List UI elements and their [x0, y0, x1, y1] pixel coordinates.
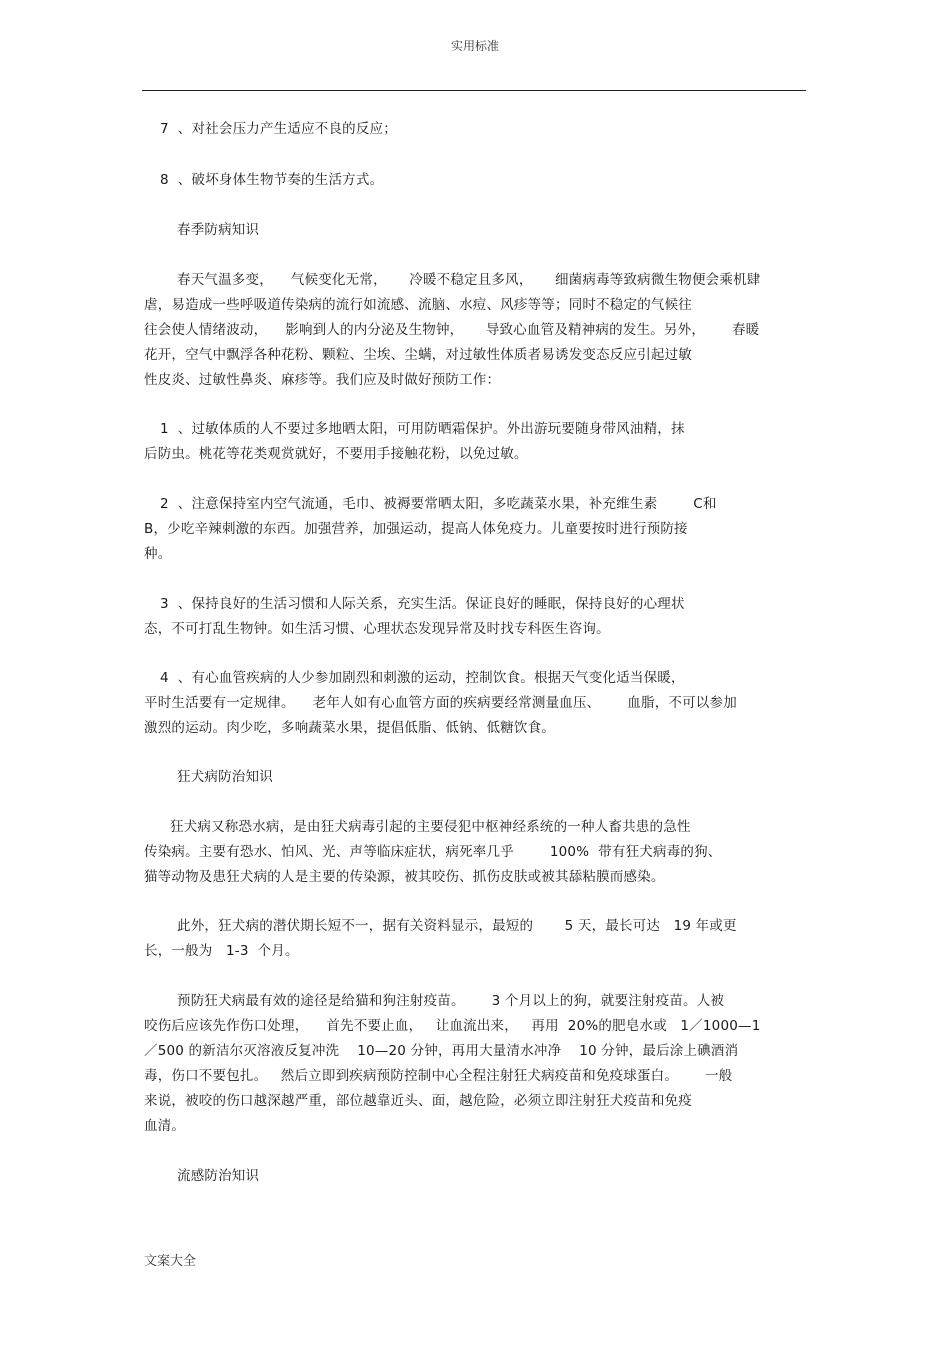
- text-line: 性皮炎、过敏性鼻炎、麻疹等。我们应及时做好预防工作：: [144, 372, 501, 388]
- text-line: 7 、对社会压力产生适应不良的反应；: [160, 121, 397, 137]
- text-line: 血清。: [144, 1118, 186, 1134]
- text-line: 此外，狂犬病的潜伏期长短不一，据有关资料显示，最短的 5 天，最长可达 19 年或更: [177, 918, 737, 934]
- text-line: 预防狂犬病最有效的途径是给猫和狗注射疫苗。 3 个月以上的狗，就要注射疫苗。人被: [177, 993, 725, 1009]
- text-line: 流感防治知识: [177, 1168, 260, 1184]
- text-line: 花开，空气中飘浮各种花粉、颗粒、尘埃、尘螨，对过敏性体质者易诱发变态反应引起过敏: [144, 347, 692, 363]
- text-line: 毒，伤口不要包扎。 然后立即到疾病预防控制中心全程注射狂犬病疫苗和免疫球蛋白。 一般: [144, 1068, 733, 1084]
- page-footer: 文案大全: [144, 1254, 197, 1269]
- text-line: 春季防病知识: [177, 222, 260, 238]
- text-line: 平时生活要有一定规律。 老年人如有心血管方面的疾病要经常测量血压、 血脂，不可以参加: [144, 695, 737, 711]
- text-line: 咬伤后应该先作伤口处理， 首先不要止血， 让血流出来， 再用 20%的肥皂水或 1／1000—1: [144, 1018, 761, 1034]
- text-line: B，少吃辛辣刺激的东西。加强营养，加强运动，提高人体免疫力。儿童要按时进行预防接: [144, 521, 688, 537]
- page-header: 实用标准: [450, 39, 499, 53]
- text-line: 长，一般为 1-3 个月。: [144, 943, 299, 959]
- text-line: 传染病。主要有恐水、怕风、光、声等临床症状，病死率几乎 100% 带有狂犬病毒的狗、: [144, 844, 722, 860]
- text-line: 春天气温多变， 气候变化无常， 冷暖不稳定且多风， 细菌病毒等致病微生物便会乘机肆: [177, 272, 761, 288]
- text-line: 1 、过敏体质的人不要过多地晒太阳，可用防晒霜保护。外出游玩要随身带风油精，抹: [160, 421, 685, 437]
- header-rule: [142, 90, 806, 91]
- text-line: 往会使人情绪波动， 影响到人的内分泌及生物钟， 导致心血管及精神病的发生。另外， 春暖: [144, 322, 760, 338]
- text-line: 2 、注意保持室内空气流通，毛巾、被褥要常晒太阳，多吃蔬菜水果，补充维生素 C和: [160, 496, 717, 512]
- text-line: 4 、有心血管疾病的人少参加剧烈和刺激的运动，控制饮食。根据天气变化适当保暖，: [160, 670, 685, 686]
- text-line: 狂犬病又称恐水病，是由狂犬病毒引起的主要侵犯中枢神经系统的一种人畜共患的急性: [170, 819, 691, 835]
- text-line: 猫等动物及患狂犬病的人是主要的传染源，被其咬伤、抓伤皮肤或被其舔粘膜而感染。: [144, 869, 665, 885]
- text-line: 3 、保持良好的生活习惯和人际关系，充实生活。保证良好的睡眠，保持良好的心理状: [160, 596, 685, 612]
- text-line: 态，不可打乱生物钟。如生活习惯、心理状态发现异常及时找专科医生咨询。: [144, 621, 610, 637]
- text-line: 激烈的运动。肉少吃，多响蔬菜水果，提倡低脂、低钠、低糖饮食。: [144, 720, 555, 736]
- text-line: 狂犬病防治知识: [177, 769, 273, 785]
- text-line: 后防虫。桃花等花类观赏就好，不要用手接触花粉，以免过敏。: [144, 446, 528, 462]
- text-line: 8 、破坏身体生物节奏的生活方式。: [160, 172, 384, 188]
- text-line: 来说，被咬的伤口越深越严重，部位越靠近头、面，越危险，必须立即注射狂犬疫苗和免疫: [144, 1093, 692, 1109]
- text-line: 种。: [144, 546, 172, 562]
- text-line: ／500 的新洁尔灭溶液反复冲洗 10—20 分钟，再用大量清水冲净 10 分钟，最后涂上碘酒消: [144, 1043, 739, 1059]
- text-line: 虐，易造成一些呼吸道传染病的流行如流感、流脑、水痘、风疹等等；同时不稳定的气候往: [144, 297, 692, 313]
